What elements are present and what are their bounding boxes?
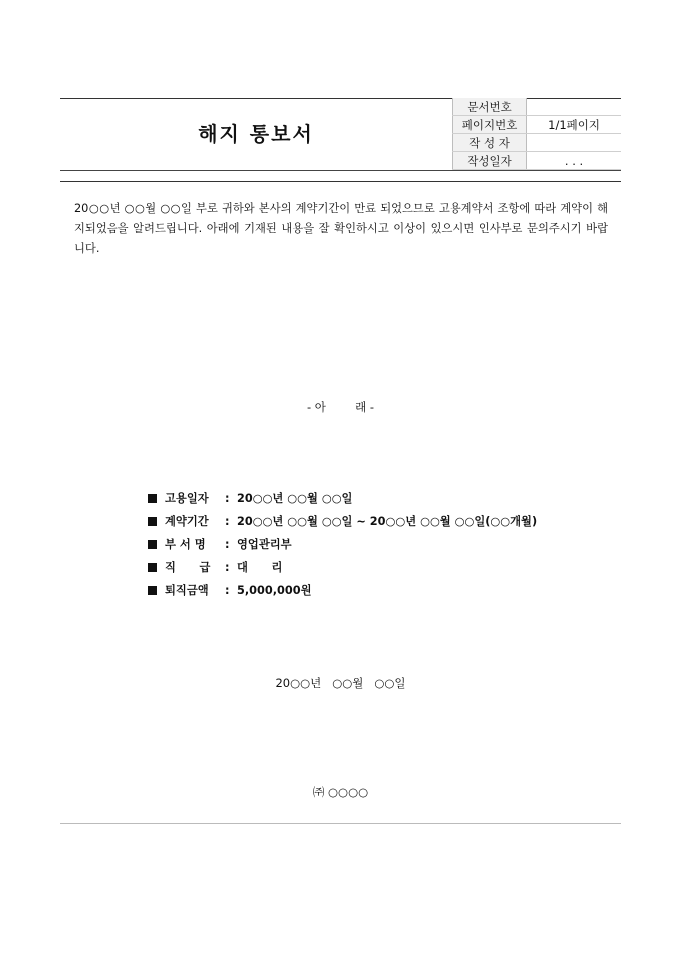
header-divider-thick bbox=[60, 181, 621, 182]
meta-row-page-number bbox=[453, 116, 622, 134]
item-department: 부 서 명 : 영업관리부 bbox=[148, 536, 537, 559]
document-title: 해지 통보서 bbox=[198, 122, 314, 146]
meta-label: 작성일자 bbox=[453, 152, 527, 170]
header-divider bbox=[60, 170, 621, 171]
item-value: 20○○년 ○○월 ○○일 bbox=[237, 492, 353, 505]
notice-items bbox=[148, 490, 537, 605]
item-value: 20○○년 ○○월 ○○일 ~ 20○○년 ○○월 ○○일(○○개월) bbox=[237, 515, 538, 528]
item-position: 직 급 : 대 리 bbox=[148, 559, 537, 582]
meta-value: . . . bbox=[527, 152, 621, 170]
meta-row-author bbox=[453, 134, 622, 152]
item-label: 부 서 명 bbox=[165, 538, 206, 551]
notice-heading: - 아 래 - bbox=[306, 400, 375, 414]
bottom-rule bbox=[60, 823, 621, 824]
item-label: 계약기간 bbox=[165, 515, 209, 528]
item-severance: 퇴직금액 : 5,000,000원 bbox=[148, 582, 537, 605]
issue-date: 20○○년 ○○월 ○○일 bbox=[275, 676, 406, 690]
item-value: 대 리 bbox=[237, 561, 283, 574]
item-hire-date: 고용일자 : 20○○년 ○○월 ○○일 bbox=[148, 490, 537, 513]
company-name: ㈜ ○○○○ bbox=[312, 785, 369, 799]
meta-row-doc-number bbox=[453, 98, 622, 116]
square-bullet-icon bbox=[148, 494, 157, 503]
item-label: 고용일자 bbox=[165, 492, 209, 505]
square-bullet-icon bbox=[148, 540, 157, 549]
square-bullet-icon bbox=[148, 586, 157, 595]
document-meta-table bbox=[452, 98, 621, 170]
item-value: 영업관리부 bbox=[237, 538, 292, 551]
square-bullet-icon bbox=[148, 563, 157, 572]
notice-paragraph: 20○○년 ○○월 ○○일 부로 귀하와 본사의 계약기간이 만료 되었으므로 고용계약서 조항에 따라 계약이 해지되었음을 알려드립니다. 아래에 기재된 내용을 잘 확인하시고 이상이 있으시면 인사부로 문의주시기 바랍니다. bbox=[74, 202, 608, 255]
meta-row-date bbox=[453, 152, 622, 170]
item-label: 퇴직금액 bbox=[165, 584, 209, 597]
meta-label: 작 성 자 bbox=[453, 134, 527, 152]
meta-value bbox=[527, 134, 621, 152]
item-value: 5,000,000원 bbox=[237, 584, 312, 597]
item-label: 직 급 bbox=[165, 561, 211, 574]
item-contract-period: 계약기간 : 20○○년 ○○월 ○○일 ~ 20○○년 ○○월 ○○일(○○개월) bbox=[148, 513, 537, 536]
meta-value bbox=[527, 98, 621, 116]
meta-label: 페이지번호 bbox=[453, 116, 527, 134]
meta-value: 1/1페이지 bbox=[527, 116, 621, 134]
meta-label: 문서번호 bbox=[453, 98, 527, 116]
square-bullet-icon bbox=[148, 517, 157, 526]
